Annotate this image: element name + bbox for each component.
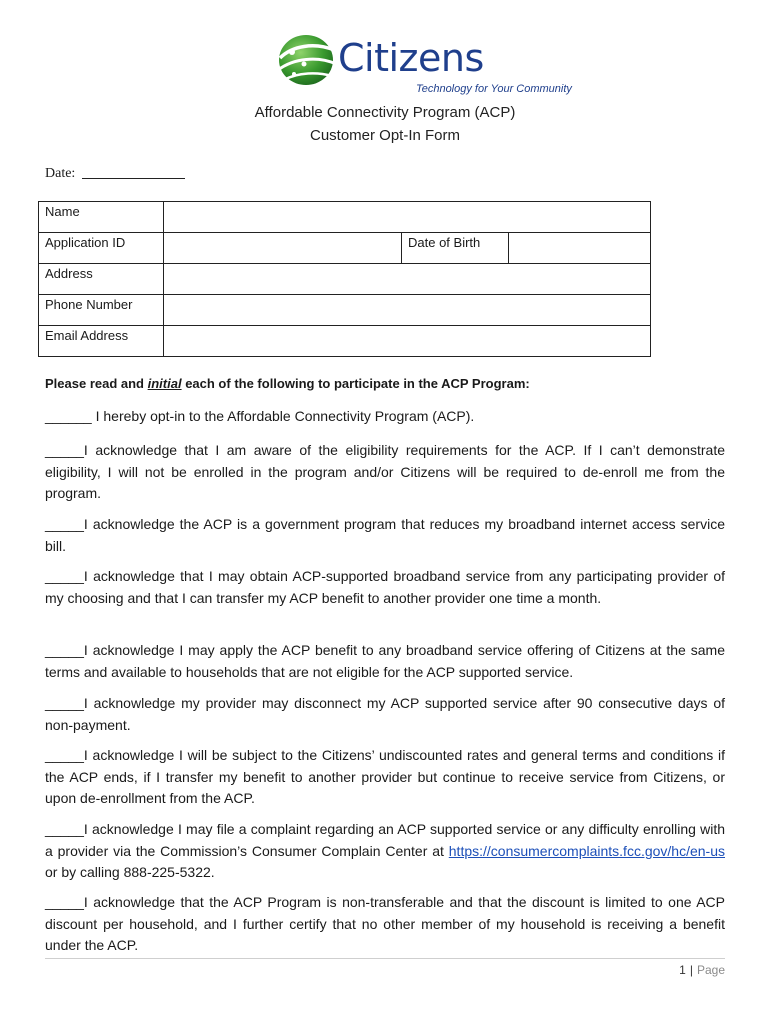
instructions-after: each of the following to participate in the ACP Program: (181, 376, 530, 391)
date-input-line[interactable] (82, 178, 185, 179)
ack-same-terms: _____I acknowledge I may apply the ACP benefit to any broadband service offering of Citizens at the same terms and available to households that are not eligible for the ACP supported service. (45, 642, 725, 680)
globe-swirl-icon (274, 28, 338, 92)
ack-disconnect: _____I acknowledge my provider may disconnect my ACP supported service after 90 consecutive days of non-payment. (45, 695, 725, 733)
name-label: Name (39, 202, 164, 233)
date-of-birth-field[interactable] (509, 233, 651, 264)
ack-government-program: _____I acknowledge the ACP is a government program that reduces my broadband internet access service bill. (45, 516, 725, 554)
instructions (45, 376, 530, 391)
instructions-before: Please read and (45, 376, 148, 391)
instructions-emphasis: initial (147, 376, 182, 391)
citizens-logo (274, 28, 572, 100)
date-label: Date: (45, 166, 76, 181)
page-number: 1 (679, 963, 686, 977)
ack-complaint-text: _____I acknowledge I may file a complaint regarding an ACP supported service or any difficulty enrolling with a provider via the Commission’s Consumer Complain Center at (45, 821, 725, 859)
footer-separator: | (689, 963, 693, 977)
ack-undiscounted-rates: _____I acknowledge I will be subject to the Citizens’ undiscounted rates and general terms and conditions if the ACP ends, if I transfer my benefit to another provider but continue to receive service from Citizens, or upon de-enrollment from the ACP. (45, 747, 725, 806)
phone-field[interactable] (164, 295, 651, 326)
fcc-complaint-link[interactable]: https://consumercomplaints.fcc.gov/hc/en-us (448, 842, 725, 859)
ack-provider-choice: _____I acknowledge that I may obtain ACP-supported broadband service from any participating provider of my choosing and that I can transfer my ACP benefit to another provider one time a month. (45, 568, 725, 606)
ack-opt-in: ______ I hereby opt-in to the Affordable Connectivity Program (ACP). (45, 408, 475, 424)
email-label: Email Address (39, 326, 164, 357)
address-label: Address (39, 264, 164, 295)
page-footer (679, 963, 725, 977)
page-word: Page (696, 963, 725, 977)
application-id-field[interactable] (164, 233, 402, 264)
address-field[interactable] (164, 264, 651, 295)
phone-label: Phone Number (39, 295, 164, 326)
date-of-birth-label: Date of Birth (402, 233, 509, 264)
ack-complaint-phone: or by calling 888-225-5322. (45, 864, 215, 880)
email-field[interactable] (164, 326, 651, 357)
application-id-label: Application ID (39, 233, 164, 264)
ack-eligibility: _____I acknowledge that I am aware of the eligibility requirements for the ACP. If I can’t demonstrate eligibility, I will not be enrolled in the program and/or Citizens will be required to de-enroll me from the program. (45, 442, 725, 501)
form-subtitle: Customer Opt-In Form (309, 127, 461, 144)
form-title: Affordable Connectivity Program (ACP) (254, 104, 516, 121)
ack-non-transferable: _____I acknowledge that the ACP Program is non-transferable and that the discount is limited to one ACP discount per household, and I further certify that no other member of my household is receiving a benefit under the ACP. (45, 894, 725, 953)
logo-wordmark: Citizens (338, 36, 484, 80)
name-field[interactable] (164, 202, 651, 233)
footer-divider (45, 958, 725, 959)
ack-complaint (45, 819, 725, 884)
logo-tagline: Technology for Your Community (416, 83, 572, 95)
customer-info-table (38, 201, 651, 357)
